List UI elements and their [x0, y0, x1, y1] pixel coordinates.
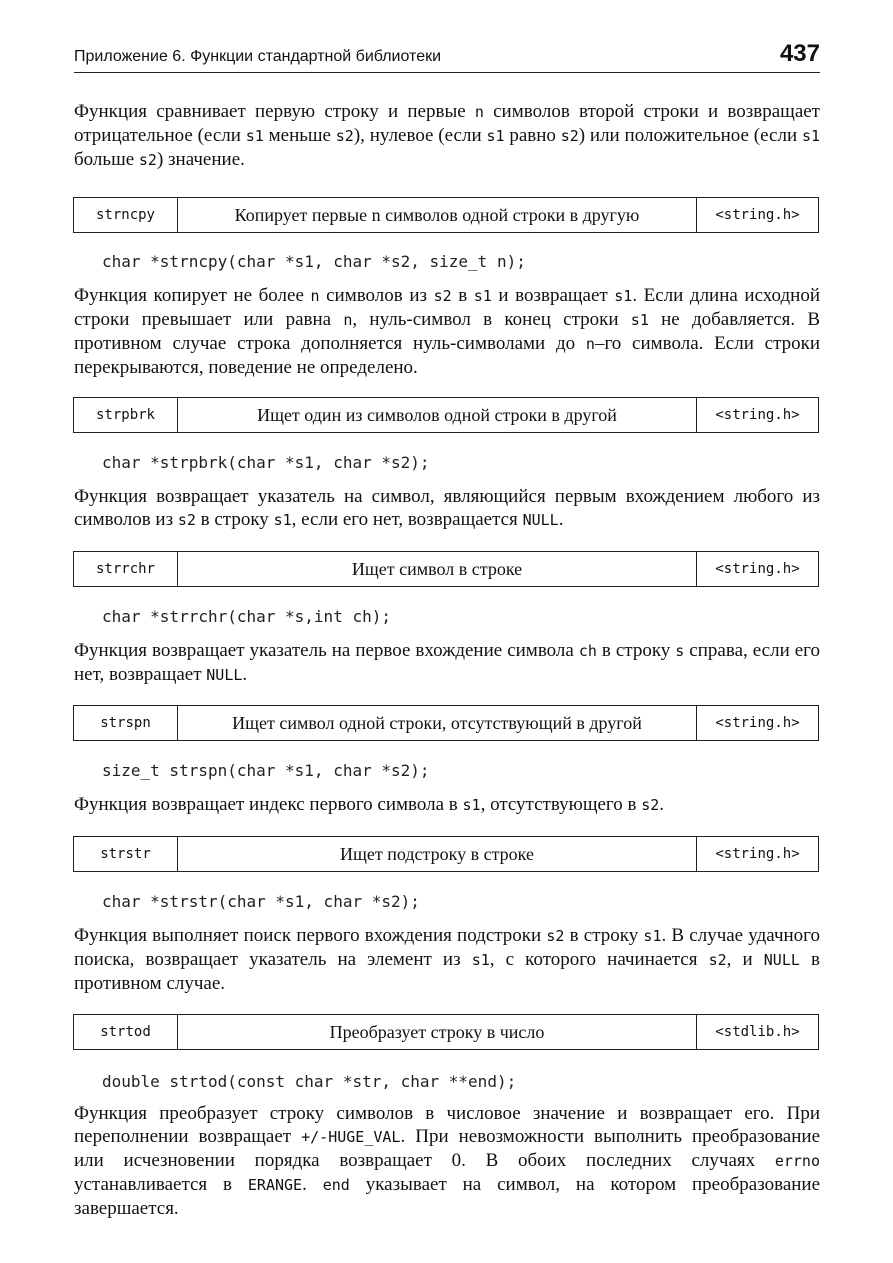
function-prototype-strtod: double strtod(const char *str, char **end);: [102, 1072, 517, 1091]
function-name: strtod: [74, 1015, 178, 1049]
function-header-file: <string.h>: [696, 552, 818, 586]
description-strstr: Функция выполняет поиск первого вхождения подстроки s2 в строку s1. В случае удачного поиска, возвращает указатель на элемент из s1, с которого начинается s2, и NULL в противном случае.: [74, 925, 820, 994]
function-description: Копирует первые n символов одной строки в другую: [234, 204, 640, 225]
function-table-strstr: [73, 836, 819, 872]
function-prototype-strncpy: char *strncpy(char *s1, char *s2, size_t n);: [102, 252, 526, 271]
description-strspn: Функция возвращает индекс первого символа в s1, отсутствующего в s2.: [74, 794, 665, 815]
page-header: [74, 38, 820, 73]
function-table-strncpy: [73, 197, 819, 233]
description-strncpy: Функция копирует не более n символов из s2 в s1 и возвращает s1. Если длина исходной строки превышает или равна n, нуль-символ в конец строки s1 не добавляется. В противном случае строка дополняется нуль-символами до n–го символа. Если строки перекрываются, поведение не определено.: [74, 285, 821, 378]
function-description: Преобразует строку в число: [329, 1021, 545, 1042]
function-prototype-strspn: size_t strspn(char *s1, char *s2);: [102, 761, 430, 780]
function-table-strspn: [73, 705, 819, 741]
description-strtod: Функция преобразует строку символов в числовое значение и возвращает его. При переполнении возвращает +/-HUGE_VAL. При невозможности выполнить преобразование или исчезновении порядка возвращает 0. В обоих последних случаях errno устанавливается в ERANGE. end указывает на символ, на котором преобразование завершается.: [74, 1103, 821, 1219]
function-header-file: <stdlib.h>: [696, 1015, 818, 1049]
intro-paragraph: Функция сравнивает первую строку и первые n символов второй строки и возвращает отрицательное (если s1 меньше s2), нулевое (если s1 равно s2) или положительное (если s1 больше s2) значение.: [74, 101, 820, 170]
function-description: Ищет символ в строке: [351, 558, 523, 579]
function-name: strncpy: [74, 198, 178, 232]
function-description: Ищет один из символов одной строки в другой: [257, 404, 617, 425]
function-name: strpbrk: [74, 398, 178, 432]
function-prototype-strpbrk: char *strpbrk(char *s1, char *s2);: [102, 453, 430, 472]
function-table-strrchr: [73, 551, 819, 587]
description-strrchr: Функция возвращает указатель на первое вхождение символа ch в строку s справа, если его нет, возвращает NULL.: [74, 640, 820, 685]
function-name: strspn: [74, 706, 178, 740]
function-table-strpbrk: [73, 397, 819, 433]
description-strpbrk: Функция возвращает указатель на символ, являющийся первым вхождением любого из символов из s2 в строку s1, если его нет, возвращается NULL.: [74, 486, 820, 530]
function-header-file: <string.h>: [696, 706, 818, 740]
function-name: strrchr: [74, 552, 178, 586]
function-prototype-strstr: char *strstr(char *s1, char *s2);: [102, 892, 420, 911]
function-header-file: <string.h>: [696, 398, 818, 432]
function-header-file: <string.h>: [696, 198, 818, 232]
page-number: 437: [779, 40, 820, 67]
function-description: Ищет символ одной строки, отсутствующий в другой: [232, 712, 642, 733]
function-name: strstr: [74, 837, 178, 871]
function-header-file: <string.h>: [696, 837, 818, 871]
function-table-strtod: [73, 1014, 819, 1050]
function-description: Ищет подстроку в строке: [340, 843, 534, 864]
running-title: Приложение 6. Функции стандартной библиотеки: [74, 48, 442, 65]
function-prototype-strrchr: char *strrchr(char *s,int ch);: [102, 607, 391, 626]
